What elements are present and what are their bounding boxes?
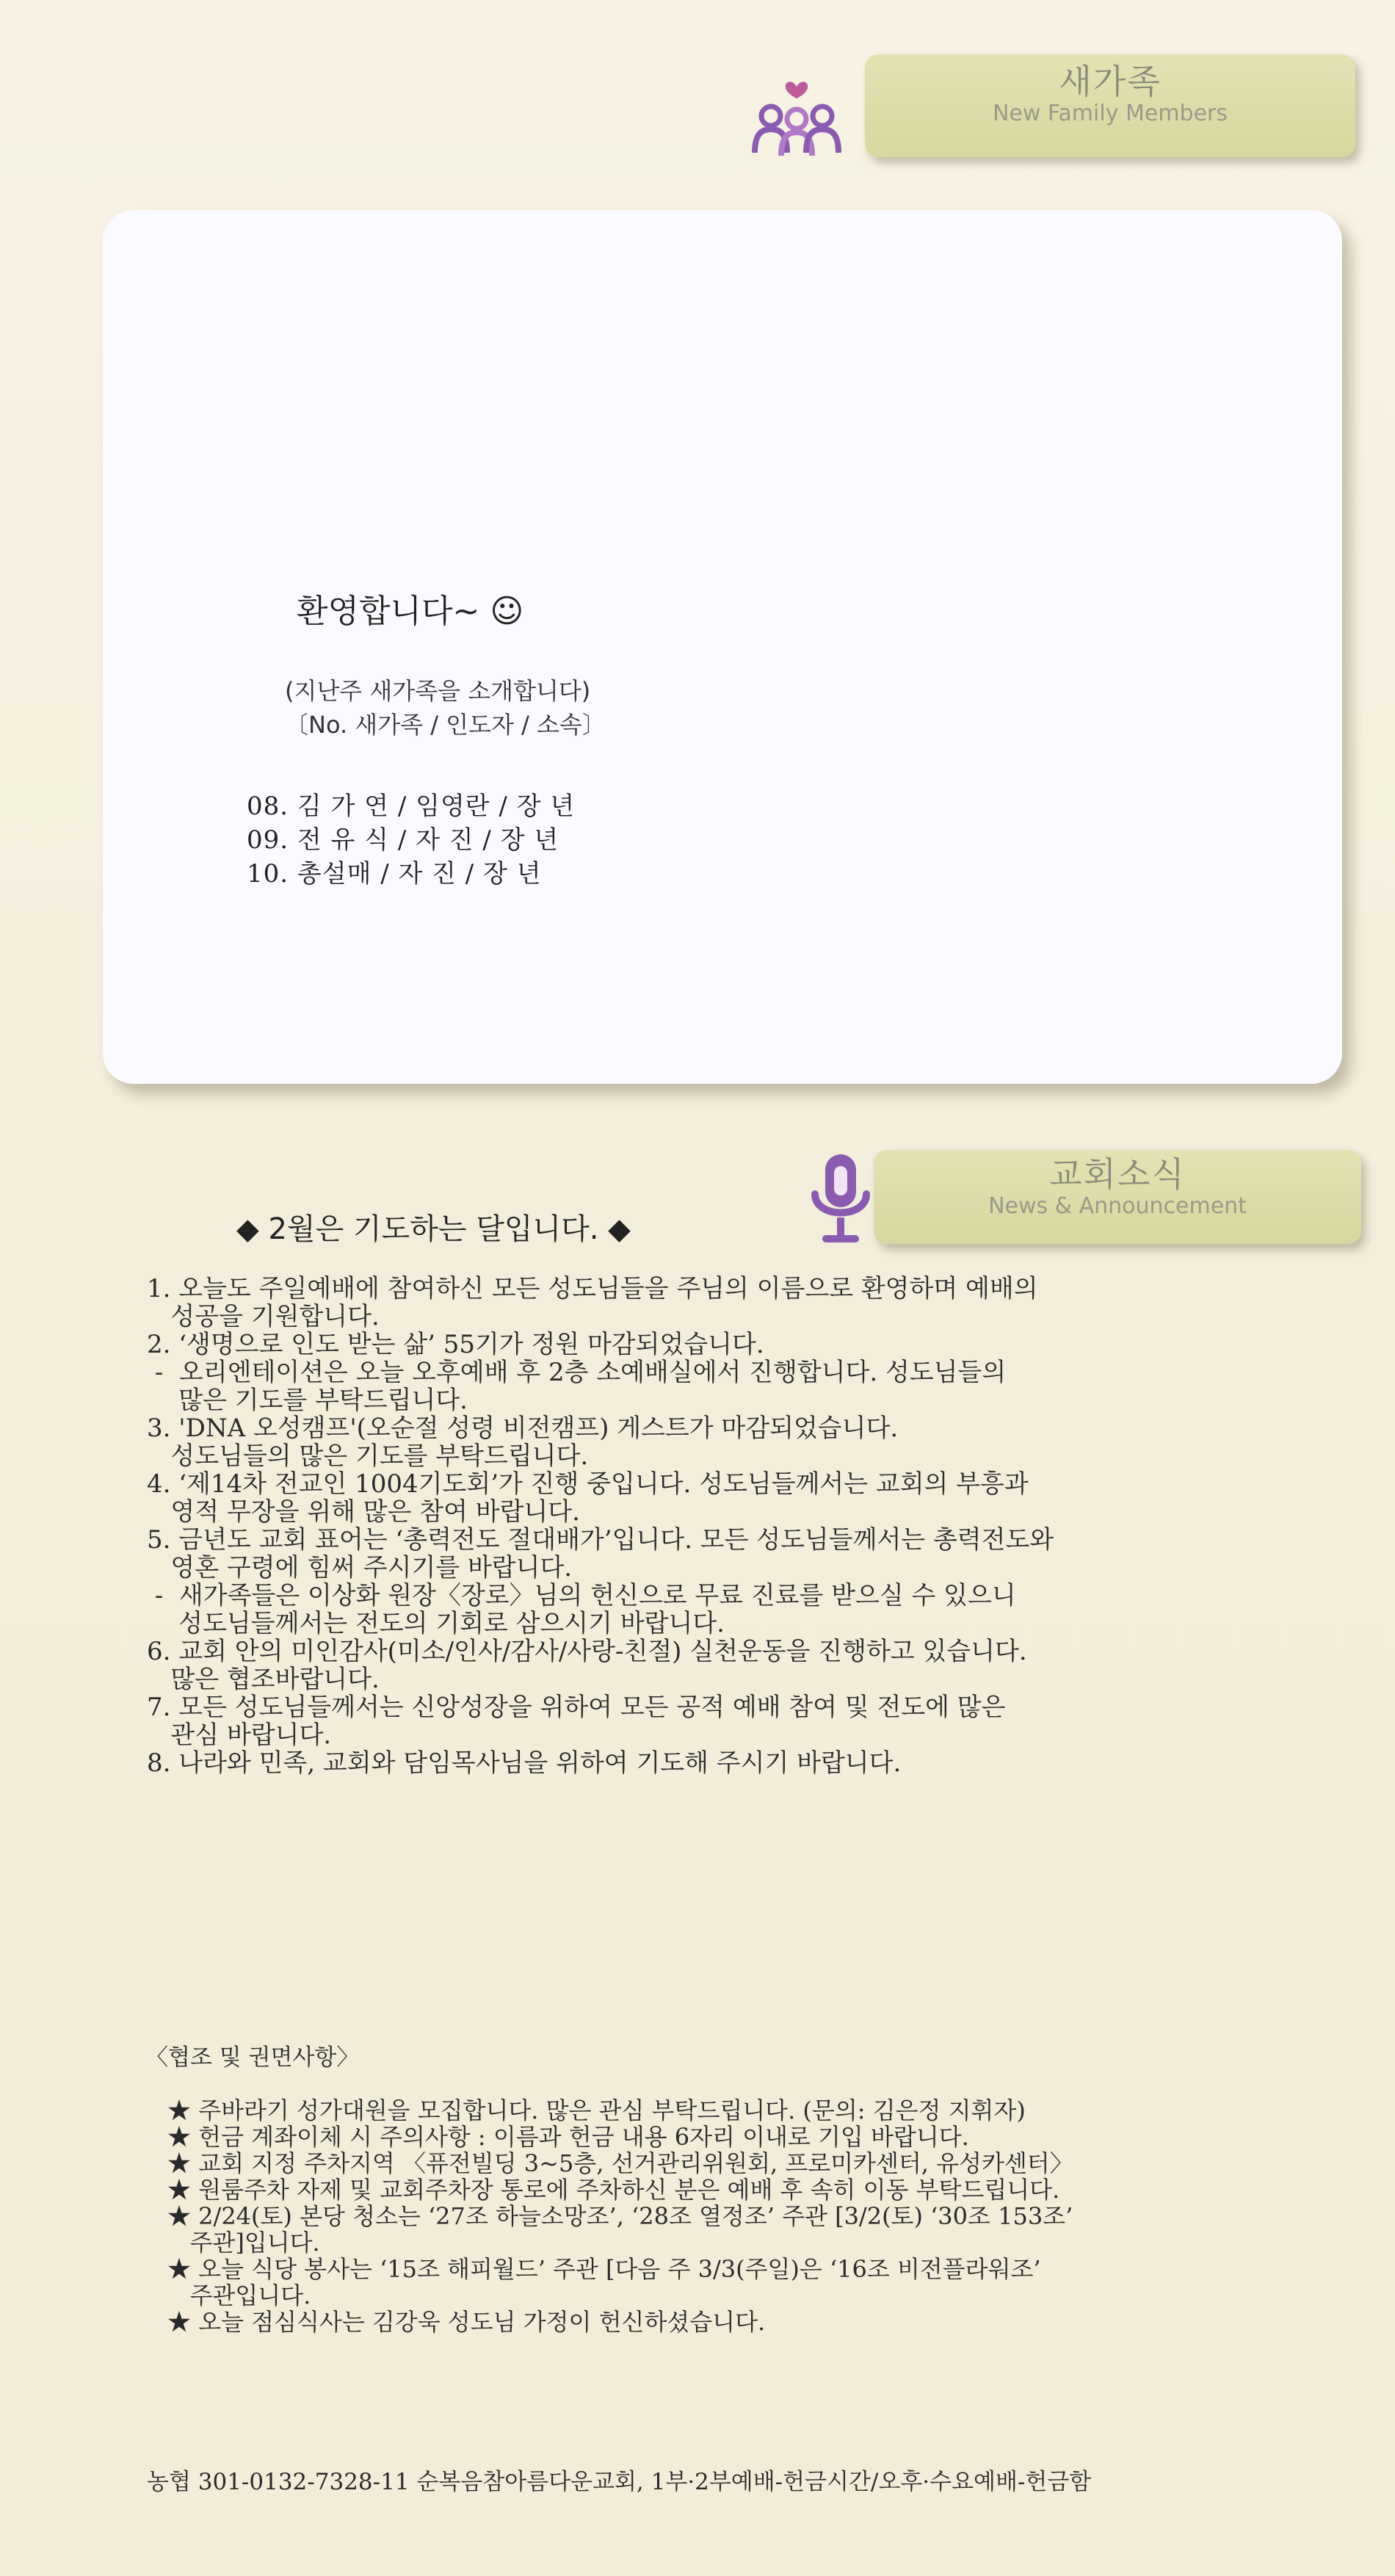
news-line: 성도님들께서는 전도의 기회로 삼으시기 바랍니다. — [147, 1609, 725, 1638]
news-line: 3. 'DNA 오성캠프'(오순절 성령 비전캠프) 게스트가 마감되었습니다. — [147, 1414, 899, 1443]
cooperation-line: ★ 원룸주차 자제 및 교회주차장 통로에 주차하신 분은 예배 후 속히 이동 부탁드립니다. — [167, 2176, 1060, 2204]
news-line: - 오리엔테이션은 오늘 오후예배 후 2층 소예배실에서 진행합니다. 성도님들의 — [147, 1358, 1007, 1387]
news-line: 관심 바랍니다. — [147, 1721, 332, 1750]
footer-account-info: 농협 301-0132-7328-11 순복음참아름다운교회, 1부·2부예배-헌금시간/오후·수요예배-헌금함 — [147, 2469, 1092, 2495]
cooperation-line: 주관]입니다. — [167, 2229, 320, 2257]
welcome-format: 〔No. 새가족 / 인도자 / 소속〕 — [285, 711, 606, 739]
welcome-title: 환영합니다~ ☺ — [297, 593, 524, 630]
news-line: 영적 무장을 위해 많은 참여 바랍니다. — [147, 1497, 580, 1527]
news-line: 많은 기도를 부탁드립니다. — [147, 1386, 468, 1415]
prayer-month-heading: ◆ 2월은 기도하는 달입니다. ◆ — [236, 1212, 631, 1246]
member-entry: 08. 김 가 연 / 임영란 / 장 년 — [247, 792, 576, 821]
cooperation-line: ★ 오늘 식당 봉사는 ‘15조 해피월드’ 주관 [다음 주 3/3(주일)은 ‘16조 비전플라워조’ — [167, 2255, 1041, 2283]
news-title-en: News & Announcement — [988, 1193, 1247, 1219]
cooperation-line: ★ 헌금 계좌이체 시 주의사항 : 이름과 헌금 내용 6자리 이내로 기입 바랍니다. — [167, 2123, 969, 2151]
news-line: 6. 교회 안의 미인감사(미소/인사/감사/사랑-친절) 실천운동을 진행하고 있습니다. — [147, 1637, 1027, 1666]
news-line: 성도님들의 많은 기도를 부탁드립니다. — [147, 1441, 589, 1471]
news-line: 1. 오늘도 주일예배에 참여하신 모든 성도님들을 주님의 이름으로 환영하며 예배의 — [147, 1274, 1038, 1303]
cooperation-line: ★ 오늘 점심식사는 김강욱 성도님 가정이 헌신하셨습니다. — [167, 2308, 766, 2336]
cooperation-line: ★ 2/24(토) 본당 청소는 ‘27조 하늘소망조’, ‘28조 열정조’ 주관 [3/2(토) ‘30조 153조’ — [167, 2202, 1073, 2230]
news-line: 2. ‘생명으로 인도 받는 삶’ 55기가 정원 마감되었습니다. — [147, 1330, 764, 1359]
cooperation-list — [167, 2097, 1269, 2335]
cooperation-heading: 〈협조 및 권면사항〉 — [145, 2044, 360, 2071]
news-line: 7. 모든 성도님들께서는 신앙성장을 위하여 모든 공적 예배 참여 및 전도에 많은 — [147, 1693, 1006, 1722]
news-line: 8. 나라와 민족, 교회와 담임목사님을 위하여 기도해 주시기 바랍니다. — [147, 1748, 902, 1778]
member-entry: 09. 전 유 식 / 자 진 / 장 년 — [247, 825, 559, 855]
new-family-title-ko: 새가족 — [1059, 62, 1162, 101]
news-line: - 새가족들은 이상화 원장〈장로〉님의 헌신으로 무료 진료를 받으실 수 있으니 — [147, 1581, 1016, 1610]
news-line: 많은 협조바랍니다. — [147, 1665, 380, 1694]
microphone-icon — [808, 1146, 874, 1256]
news-title-ko: 교회소식 — [1049, 1154, 1186, 1194]
news-line: 4. ‘제14차 전교인 1004기도회’가 진행 중입니다. 성도님들께서는 교회의 부흥과 — [147, 1469, 1029, 1499]
news-line: 영혼 구령에 힘써 주시기를 바랍니다. — [147, 1553, 573, 1582]
cooperation-line: 주관입니다. — [167, 2282, 311, 2309]
family-people-heart-icon — [742, 65, 852, 160]
news-list — [147, 1275, 1248, 1777]
member-entry: 10. 총설매 / 자 진 / 장 년 — [247, 859, 542, 889]
news-badge — [874, 1150, 1361, 1244]
news-line: 성공을 기원합니다. — [147, 1302, 380, 1331]
welcome-intro: (지난주 새가족을 소개합니다) — [285, 677, 591, 705]
news-line: 5. 금년도 교회 표어는 ‘총력전도 절대배가’입니다. 모든 성도님들께서는 총력전도와 — [147, 1525, 1054, 1555]
cooperation-line: ★ 주바라기 성가대원을 모집합니다. 많은 관심 부탁드립니다. (문의: 김은정 지휘자) — [167, 2096, 1026, 2124]
new-family-title-en: New Family Members — [992, 100, 1228, 126]
new-family-badge — [865, 54, 1355, 157]
cooperation-line: ★ 교회 지정 주차지역 〈퓨전빌딩 3~5층, 선거관리위원회, 프로미카센터, 유성카센터〉 — [167, 2149, 1073, 2177]
welcome-panel — [103, 210, 1342, 1084]
